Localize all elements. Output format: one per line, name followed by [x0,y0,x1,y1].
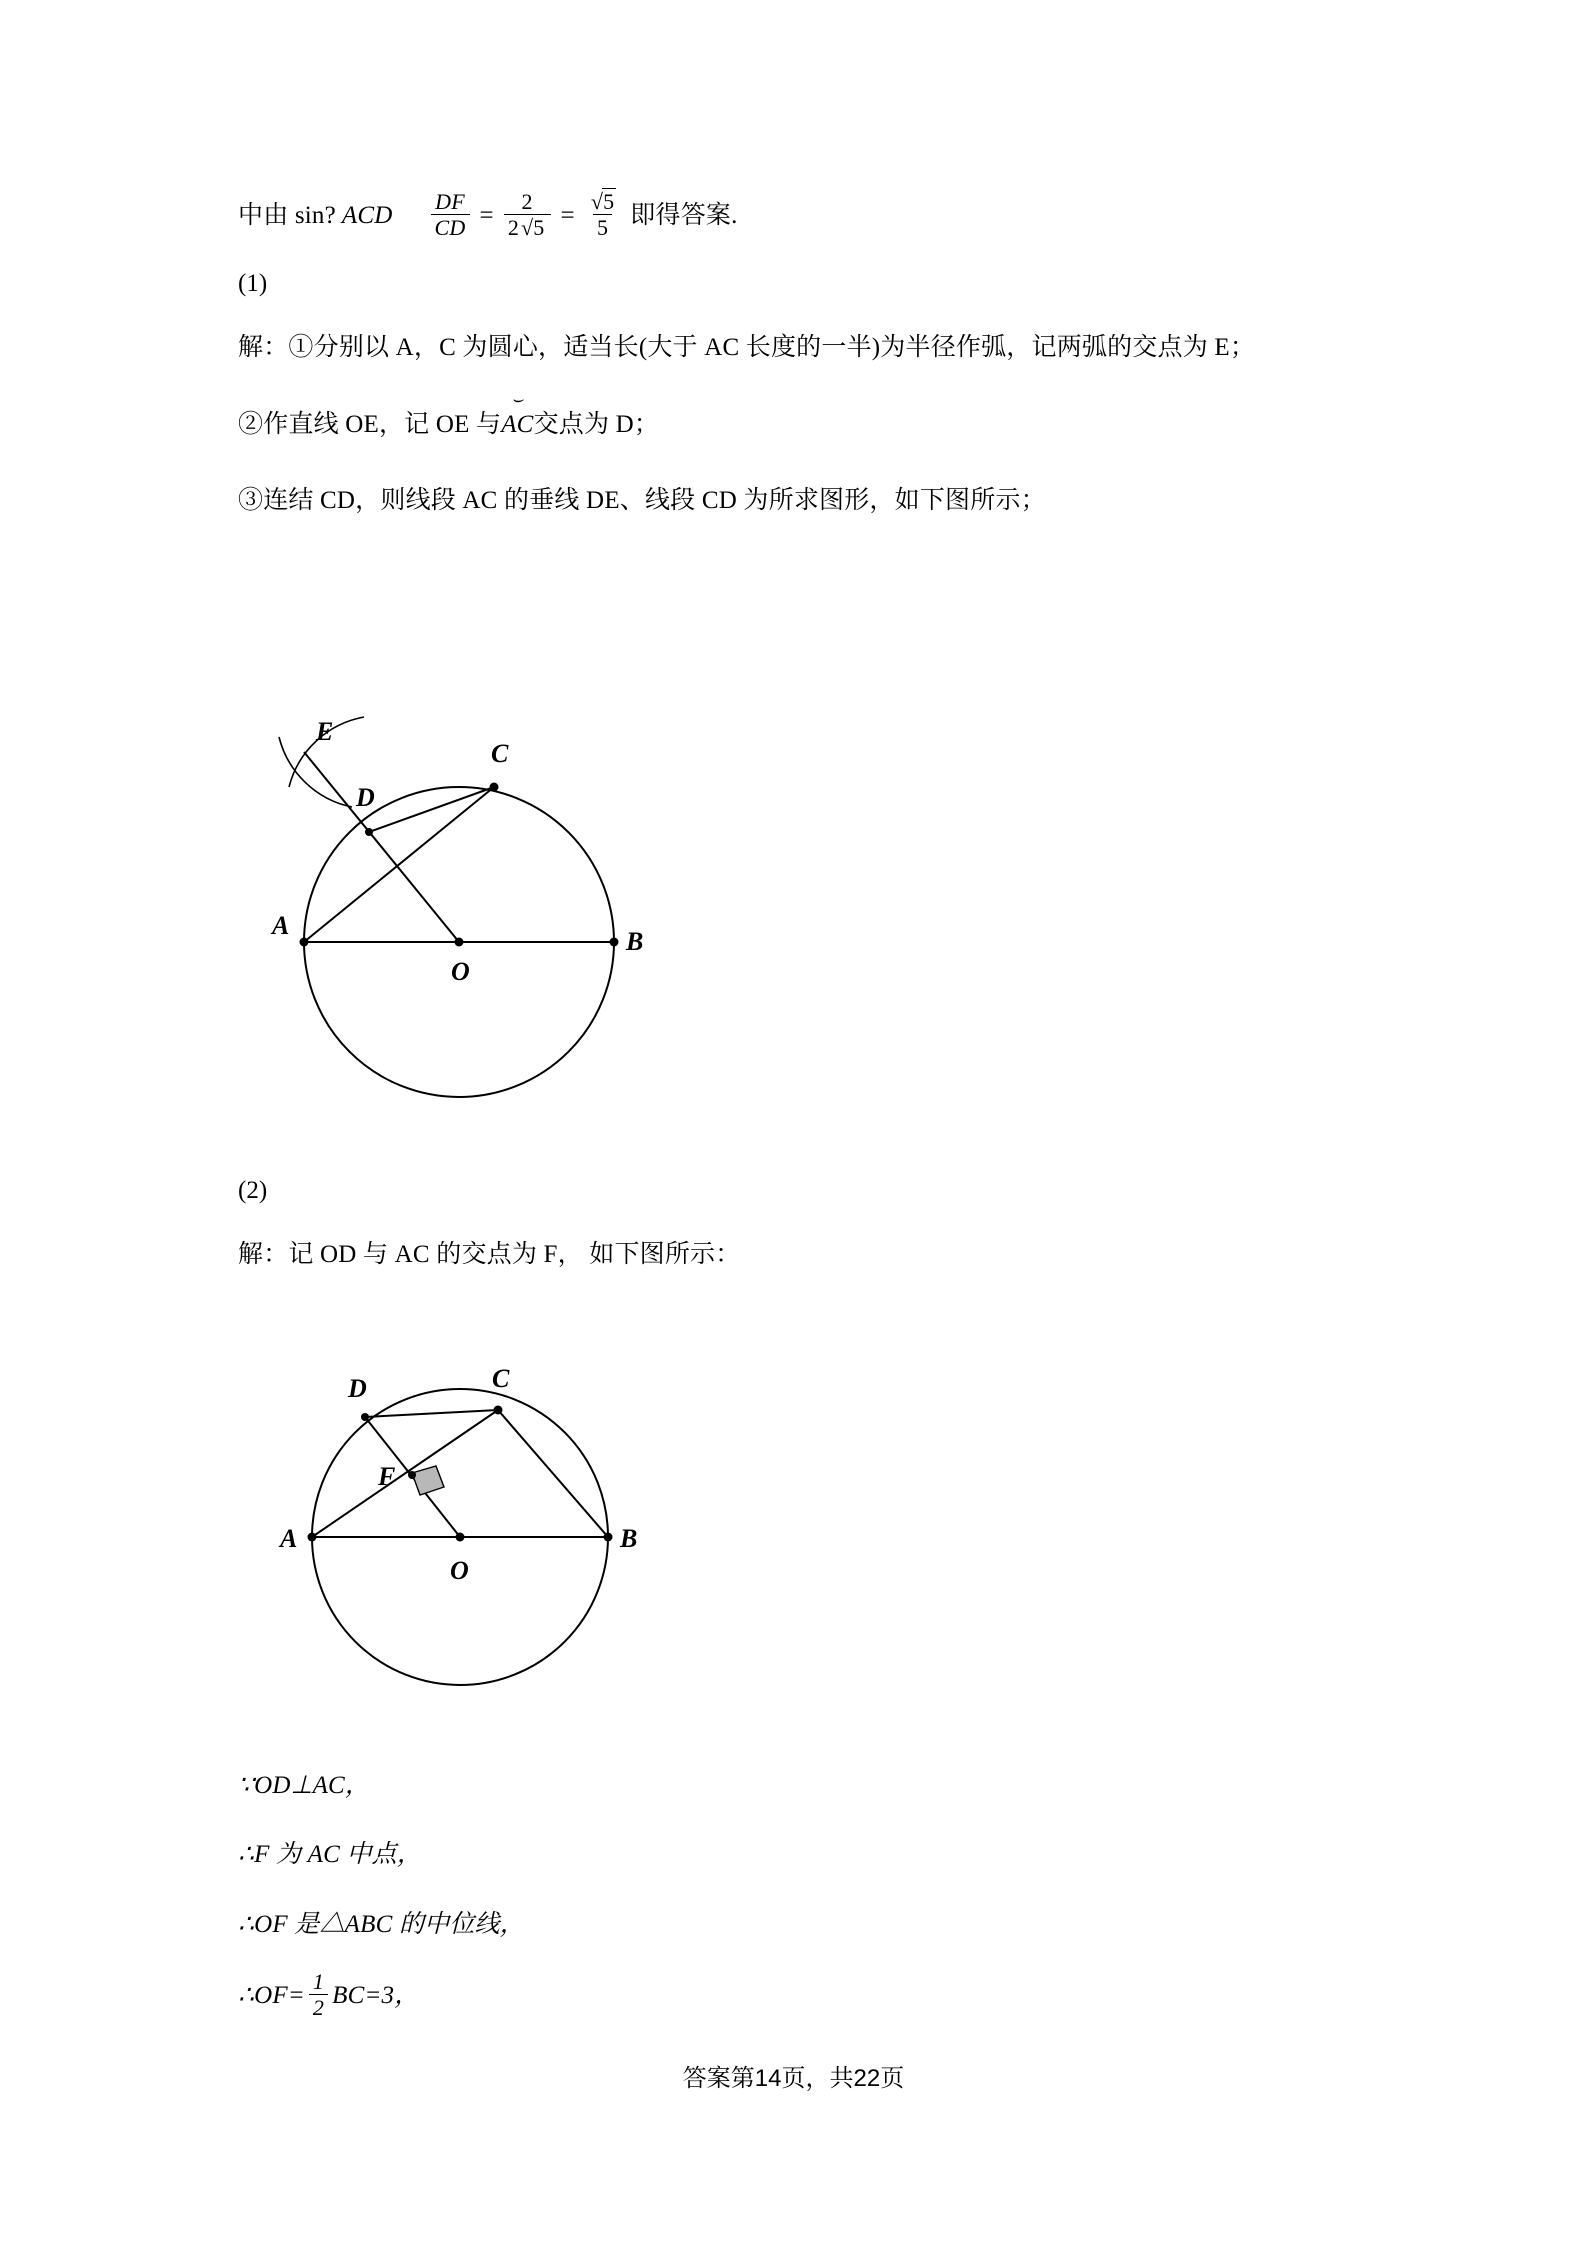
point-o [455,938,464,947]
label-f: F [378,1461,396,1491]
intro-prefix: 中由 sin? [238,202,336,230]
point-b [610,938,619,947]
part1-step1: 解：①分别以 A，C 为圆心，适当长(大于 AC 长度的一半)为半径作弧，记两弧的交点为 E； [238,333,1256,361]
part1-step2: ②作直线 OE，记 OE 与 ⌣ AC交点为 D； [238,399,1358,449]
label-b: B [626,927,644,957]
equals-1: = [479,202,494,230]
footer-total-pages: 22 [853,2065,881,2092]
point-f [408,1471,416,1479]
sqrt-icon-2: √5 [590,189,615,214]
page-content [238,190,1358,2044]
label-d: D [356,783,375,813]
label-b-2: B [620,1523,638,1553]
fraction-one-half: $\frac{1}{2}$ [309,1969,328,2021]
footer-middle: 页，共 [781,2066,854,2092]
segment-dc-2 [365,1410,498,1417]
segment-dc [369,787,494,832]
part2-number: (2) [238,1177,268,1205]
label-c: C [491,739,509,769]
point-b-2 [604,1532,613,1541]
fraction-2-2sqrt5: $\frac{2}{2√5}$ [504,189,551,241]
intro-formula-line [238,190,1358,242]
label-a: A [272,911,290,941]
part2-reason2: ∴F 为 AC 中点， [238,1841,423,1869]
label-e: E [316,717,334,747]
part2-reason4: ∴OF= $\frac{1}{2}$ BC=3， [238,1969,420,2021]
label-o-2: O [450,1555,469,1585]
segment-ac-2 [312,1410,498,1537]
point-a-2 [308,1532,317,1541]
label-a-2: A [280,1523,298,1553]
part2-line1: 解：记 OD 与 AC 的交点为 F， 如下图所示： [238,1241,741,1269]
arc-ac: ⌣ AC [501,389,534,439]
figure-construction [244,552,1358,1147]
equals-2: = [560,202,575,230]
point-o-2 [456,1532,465,1541]
fraction-sqrt5-5: $\frac{√5}{5}$ [590,189,615,241]
fraction-df-cd: $\frac{DF}{CD}$ [431,189,470,241]
point-d [365,828,373,836]
point-c-2 [494,1405,503,1414]
segment-cb [498,1410,608,1537]
label-d-2: D [348,1373,367,1403]
point-d-2 [361,1413,369,1421]
segment-eo [304,752,459,942]
label-o: O [451,957,470,987]
part1-step3: ③连结 CD，则线段 AC 的垂线 DE、线段 CD 为所求图形，如下图所示； [238,486,1046,514]
part2-reason1: ∵OD⊥AC， [238,1771,371,1799]
part2-reason3: ∴OF 是△ABC 的中位线， [238,1910,525,1938]
sqrt-icon: √5 [521,215,545,241]
part1-number: (1) [238,269,268,297]
point-c [490,783,499,792]
figure-midsegment [260,1307,1358,1732]
intro-suffix: 即得答案. [630,202,738,230]
right-angle-marker [412,1466,444,1495]
footer-prefix: 答案第 [682,2066,755,2092]
segment-ac-extended [304,787,494,942]
point-a [300,938,309,947]
footer-suffix: 页 [880,2066,905,2092]
page-footer [0,2058,1587,2093]
intro-angle: ACD [341,202,393,230]
footer-page-number: 14 [754,2065,782,2092]
label-c-2: C [492,1363,510,1393]
